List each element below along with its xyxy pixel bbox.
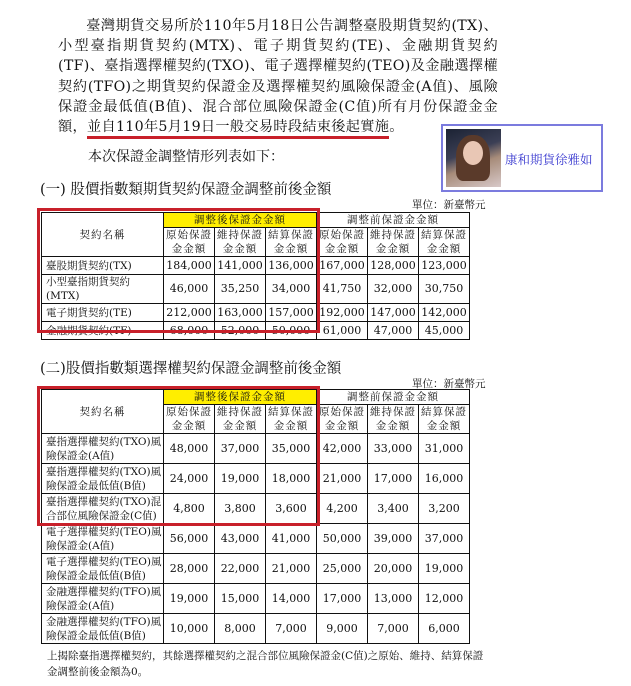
margin-value: 4,200	[317, 494, 368, 524]
section1-unit: 單位：新臺幣元	[412, 199, 486, 211]
margin-value: 7,000	[266, 614, 317, 644]
margin-value: 24,000	[164, 464, 215, 494]
paragraph-text: 臺灣期貨交易所於110年5月18日公告調整臺股期貨契約(TX)、小型臺指期貨契約(MTX)、電子期貨契約(TE)、金融期貨契約(TF)、臺指選擇權契約(TXO)、電子選擇權契約(TEO)及金融選擇權契約(TFO)之期貨契約保證金及選擇權契約風險保證金(A值)、風險保證金最低值(B值)、混合部位風險保證金(C值)所有月份保證金金額，	[58, 18, 498, 136]
margin-value: 25,000	[317, 554, 368, 584]
footnote: 上揭除臺指選擇權契約，其餘選擇權契約之混合部位風險保證金(C值)之原始、維持、結算保證金調整前後金額為0。	[47, 650, 484, 678]
margin-value: 52,000	[215, 322, 266, 340]
before-header: 調整前保證金金額	[317, 390, 470, 405]
margin-value: 18,000	[266, 464, 317, 494]
author-name: 康和期貨徐雅如	[505, 152, 593, 167]
margin-value: 9,000	[317, 614, 368, 644]
section2-unit: 單位：新臺幣元	[412, 378, 486, 390]
margin-value: 30,750	[419, 275, 470, 304]
margin-value: 17,000	[368, 464, 419, 494]
margin-value: 37,000	[419, 524, 470, 554]
effective-date-underlined: 並自110年5月19日一	[87, 119, 230, 139]
contract-name: 臺指選擇權契約(TXO)風險保證金最低值(B值)	[42, 464, 164, 494]
margin-value: 12,000	[419, 584, 470, 614]
margin-value: 19,000	[419, 554, 470, 584]
margin-value: 22,000	[215, 554, 266, 584]
margin-value: 41,000	[266, 524, 317, 554]
margin-value: 3,600	[266, 494, 317, 524]
contract-name: 電子期貨契約(TE)	[42, 304, 164, 322]
sub-header: 結算保證 金金額	[419, 228, 470, 257]
margin-value: 68,000	[164, 322, 215, 340]
margin-value: 19,000	[164, 584, 215, 614]
margin-value: 34,000	[266, 275, 317, 304]
margin-value: 157,000	[266, 304, 317, 322]
margin-value: 37,000	[215, 434, 266, 464]
margin-value: 6,000	[419, 614, 470, 644]
name-header: 契約名稱	[42, 390, 164, 434]
margin-value: 31,000	[419, 434, 470, 464]
contract-name: 電子選擇權契約(TEO)風險保證金(A值)	[42, 524, 164, 554]
margin-value: 56,000	[164, 524, 215, 554]
margin-value: 35,000	[266, 434, 317, 464]
margin-value: 8,000	[215, 614, 266, 644]
paragraph-end: 。	[389, 119, 404, 136]
highlight-box-1	[37, 208, 320, 333]
margin-value: 46,000	[164, 275, 215, 304]
before-header: 調整前保證金金額	[317, 213, 470, 228]
name-header: 契約名稱	[42, 213, 164, 257]
author-photo	[446, 129, 501, 187]
margin-value: 41,750	[317, 275, 368, 304]
sub-header: 維持保證 金金額	[368, 228, 419, 257]
sub-header: 原始保證 金金額	[164, 405, 215, 434]
margin-value: 19,000	[215, 464, 266, 494]
contract-name: 金融選擇權契約(TFO)風險保證金最低值(B值)	[42, 614, 164, 644]
margin-value: 142,000	[419, 304, 470, 322]
contract-name: 小型臺指期貨契約(MTX)	[42, 275, 164, 304]
margin-value: 21,000	[266, 554, 317, 584]
sub-header: 原始保證 金金額	[164, 228, 215, 257]
margin-value: 16,000	[419, 464, 470, 494]
sub-header: 原始保證 金金額	[317, 228, 368, 257]
section2-title: (二)股價指數類選擇權契約保證金調整前後金額	[40, 361, 342, 377]
margin-value: 4,800	[164, 494, 215, 524]
margin-value: 167,000	[317, 257, 368, 275]
margin-value: 147,000	[368, 304, 419, 322]
margin-value: 32,000	[368, 275, 419, 304]
margin-value: 33,000	[368, 434, 419, 464]
after-header: 調整後保證金金額	[164, 390, 317, 405]
contract-name: 臺指選擇權契約(TXO)混合部位風險保證金(C值)	[42, 494, 164, 524]
section1-title: (一) 股價指數類期貨契約保證金調整前後金額	[40, 182, 332, 198]
table-row	[42, 554, 470, 584]
margin-value: 35,250	[215, 275, 266, 304]
sub-header: 維持保證 金金額	[215, 405, 266, 434]
margin-value: 50,000	[317, 524, 368, 554]
sub-header: 維持保證 金金額	[368, 405, 419, 434]
table-row	[42, 614, 470, 644]
margin-value: 163,000	[215, 304, 266, 322]
margin-value: 141,000	[215, 257, 266, 275]
margin-value: 212,000	[164, 304, 215, 322]
margin-value: 14,000	[266, 584, 317, 614]
margin-value: 15,000	[215, 584, 266, 614]
margin-value: 128,000	[368, 257, 419, 275]
margin-value: 3,800	[215, 494, 266, 524]
contract-name: 金融期貨契約(TF)	[42, 322, 164, 340]
contract-name: 金融選擇權契約(TFO)風險保證金(A值)	[42, 584, 164, 614]
sub-header: 原始保證 金金額	[317, 405, 368, 434]
margin-value: 13,000	[368, 584, 419, 614]
margin-value: 20,000	[368, 554, 419, 584]
contract-name: 電子選擇權契約(TEO)風險保證金最低值(B值)	[42, 554, 164, 584]
margin-value: 42,000	[317, 434, 368, 464]
after-header: 調整後保證金金額	[164, 213, 317, 228]
contract-name: 臺股期貨契約(TX)	[42, 257, 164, 275]
margin-value: 136,000	[266, 257, 317, 275]
margin-value: 17,000	[317, 584, 368, 614]
intro-text: 本次保證金調整情形列表如下：	[88, 149, 284, 165]
margin-value: 45,000	[419, 322, 470, 340]
sub-header: 結算保證 金金額	[266, 405, 317, 434]
margin-value: 192,000	[317, 304, 368, 322]
highlight-box-2	[37, 386, 320, 526]
announcement-paragraph	[58, 16, 498, 137]
effective-time-underlined: 般交易時段結束後起實施	[230, 119, 389, 139]
margin-value: 3,200	[419, 494, 470, 524]
margin-value: 43,000	[215, 524, 266, 554]
margin-value: 61,000	[317, 322, 368, 340]
margin-value: 39,000	[368, 524, 419, 554]
margin-value: 10,000	[164, 614, 215, 644]
table-row	[42, 524, 470, 554]
contract-name: 臺指選擇權契約(TXO)風險保證金(A值)	[42, 434, 164, 464]
margin-value: 3,400	[368, 494, 419, 524]
margin-value: 123,000	[419, 257, 470, 275]
margin-value: 50,000	[266, 322, 317, 340]
margin-value: 28,000	[164, 554, 215, 584]
table-row	[42, 584, 470, 614]
margin-value: 47,000	[368, 322, 419, 340]
margin-value: 184,000	[164, 257, 215, 275]
sub-header: 結算保證 金金額	[419, 405, 470, 434]
sub-header: 維持保證 金金額	[215, 228, 266, 257]
margin-value: 21,000	[317, 464, 368, 494]
sub-header: 結算保證 金金額	[266, 228, 317, 257]
author-badge	[441, 124, 603, 192]
margin-value: 48,000	[164, 434, 215, 464]
margin-value: 7,000	[368, 614, 419, 644]
